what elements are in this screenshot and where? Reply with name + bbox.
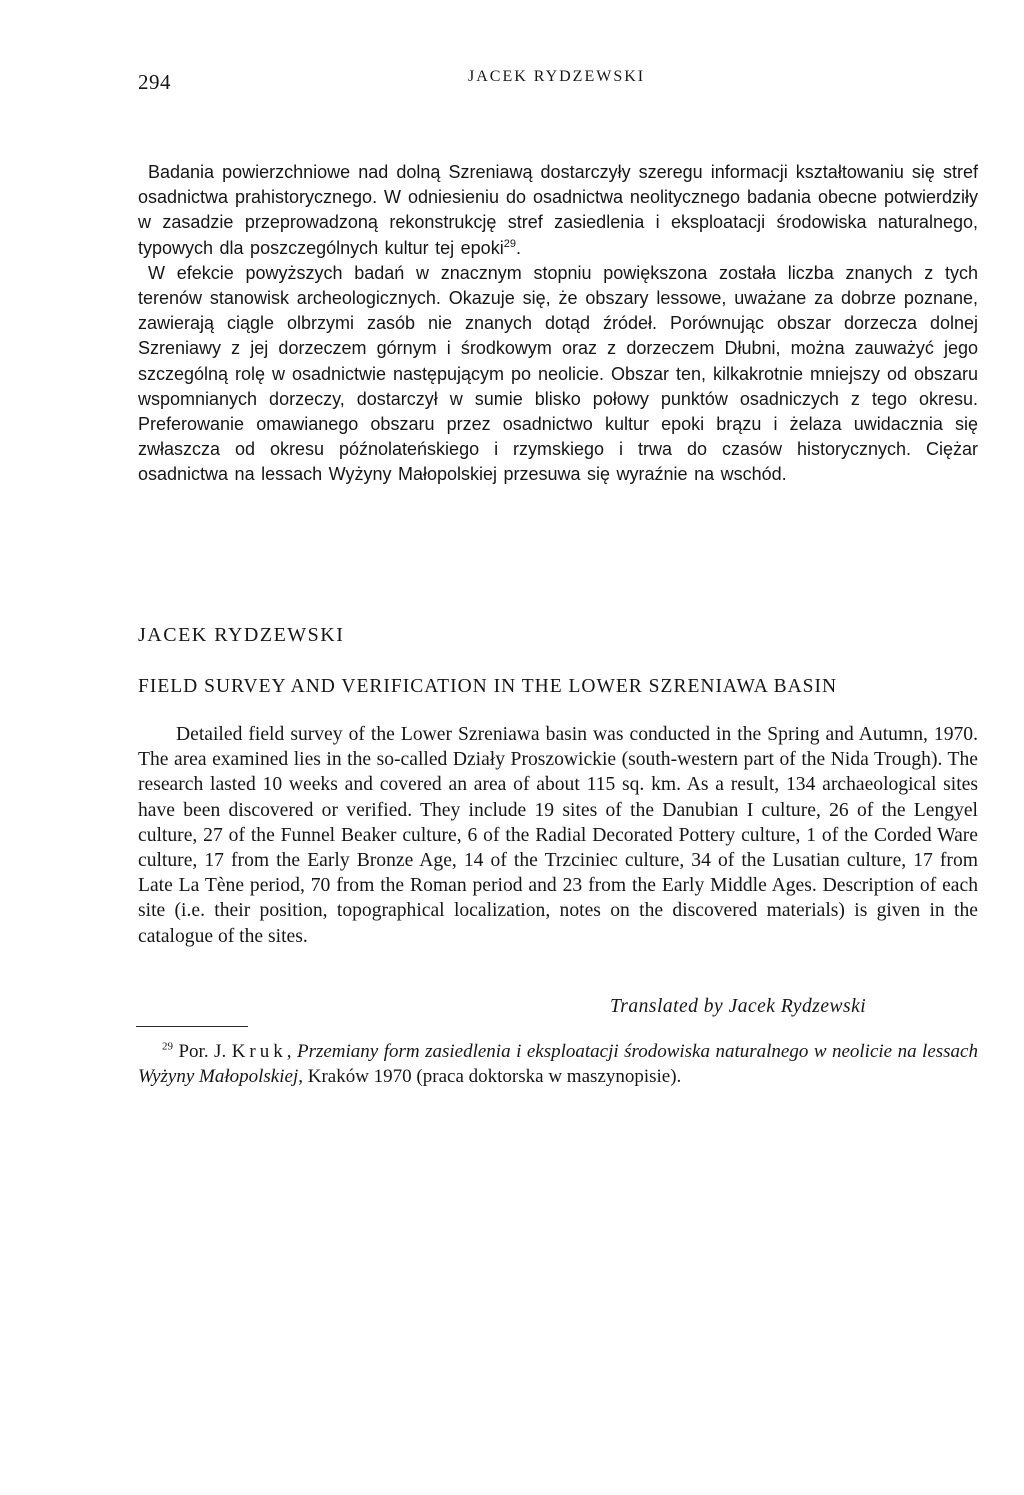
- polish-paragraph-1-end: .: [515, 237, 521, 258]
- footnote-title: Przemiany form zasiedlenia i eksploatacji środowiska naturalnego w neolicie na lessach Wyżyny Małopolskiej: [138, 1041, 978, 1087]
- page-number: 294: [138, 70, 171, 94]
- footnote-reference[interactable]: 29: [503, 237, 516, 250]
- footnote-prefix: Por. J.: [173, 1041, 232, 1062]
- summary-author: JACEK RYDZEWSKI: [138, 624, 345, 646]
- english-summary-body: Detailed field survey of the Lower Szreniawa basin was conducted in the Spring and Autumn, 1970. The area examined lies in the so-called Działy Proszowickie (south-western part of the Nida Trough). The research lasted 10 weeks and covered an area of about 115 sq. km. As a result, 134 archaeological sites have been discovered or verified. They include 19 sites of the Danubian I culture, 26 of the Lengyel culture, 27 of the Funnel Beaker culture, 6 of the Radial Decorated Pottery culture, 1 of the Corded Ware culture, 17 from the Early Bronze Age, 14 of the Trzciniec culture, 34 of the Lusatian culture, 17 from Late La Tène period, 70 from the Roman period and 23 from the Early Middle Ages. Description of each site (i.e. their position, topographical localization, notes on the discovered materials) is given in the catalogue of the sites.: [138, 724, 978, 947]
- footnote: [138, 1040, 978, 1090]
- footnote-number: 29: [162, 1040, 173, 1053]
- footnote-suffix: , Kraków 1970 (praca doktorska w maszynopisie).: [298, 1065, 682, 1087]
- polish-paragraph-1: [138, 160, 978, 261]
- translator-credit: Translated by Jacek Rydzewski: [610, 996, 867, 1017]
- english-summary: [138, 722, 978, 949]
- running-head: JACEK RYDZEWSKI: [468, 68, 646, 85]
- polish-paragraph-1-text: Badania powierzchniowe nad dolną Szreniawą dostarczyły szeregu informacji kształtowaniu się stref osadnictwa prahistorycznego. W odniesieniu do osadnictwa neolitycznego badania obecne potwierdziły w zasadzie przeprowadzoną rekonstrukcję stref zasiedlenia i eksploatacji środowiska naturalnego, typowych dla poszczególnych kultur tej epoki: [138, 162, 978, 258]
- footnote-author: Kruk: [231, 1041, 287, 1062]
- summary-title: FIELD SURVEY AND VERIFICATION IN THE LOWER SZRENIAWA BASIN: [138, 676, 838, 697]
- footnote-divider: [136, 1026, 248, 1027]
- footnote-text: $^{29}$ Por. J. Kruk, Przemiany form zasiedlenia i eksploatacji środowiska naturalnego w neolicie na lessach Wyżyny Małopolskiej, Kraków 1970 (praca doktorska w maszynopisie).: [138, 1040, 978, 1087]
- polish-paragraph-2: W efekcie powyższych badań w znacznym stopniu powiększona została liczba znanych z tych terenów stanowisk archeologicznych. Okazuje się, że obszary lessowe, uważane za dobrze poznane, zawierają ciągle olbrzymi zasób nie znanych dotąd źródeł. Porównując obszar dorzecza dolnej Szreniawy z jej dorzeczem górnym i środkowym oraz z dorzeczem Dłubni, można zauważyć jego szczególną rolę w osadnictwie następującym po neolicie. Obszar ten, kilkakrotnie mniejszy od obszaru wspomnianych dorzeczy, dostarczył w sumie blisko połowy punktów osadniczych z tego okresu. Preferowanie omawianego obszaru przez osadnictwo kultur epoki brązu i żelaza uwidacznia się zwłaszcza od okresu późnolateńskiego i rzymskiego i trwa do czasów historycznych. Ciężar osadnictwa na lessach Wyżyny Małopolskiej przesuwa się wyraźnie na wschód.: [138, 262, 978, 485]
- polish-summary: [138, 160, 978, 488]
